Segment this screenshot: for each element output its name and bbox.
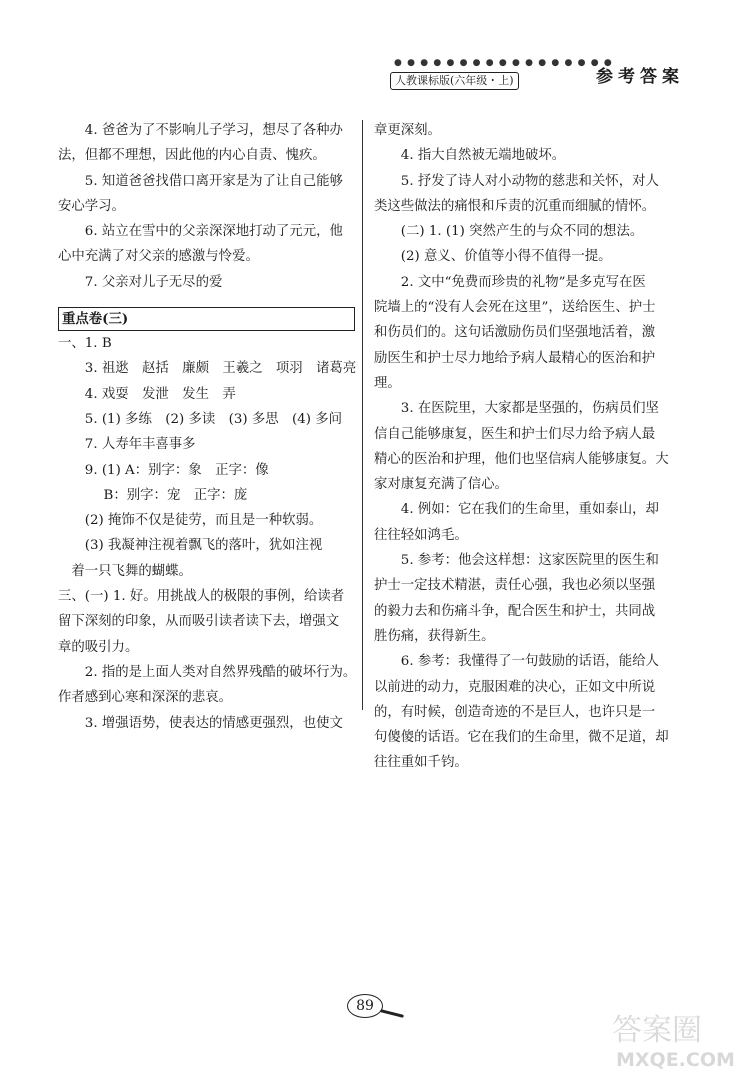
text-line: 4. 例如：它在我们的生命里，重如泰山，却 xyxy=(400,502,659,518)
text-line: 家对康复充满了信心。 xyxy=(374,477,508,493)
text-line: 往往轻如鸿毛。 xyxy=(374,527,468,543)
text-line: 6. 站立在雪中的父亲深深地打动了元元，他 xyxy=(84,224,343,240)
left-column xyxy=(58,118,358,736)
text-line: 7. 人寿年丰喜事多 xyxy=(84,437,196,453)
text-line: 励医生和护士尽力地给予病人最精心的医治和护 xyxy=(374,350,656,366)
section-title: 重点卷(三) xyxy=(58,307,355,331)
text-line: (二) 1. (1) 突然产生的与众不同的想法。 xyxy=(400,224,644,240)
text-line: 3. 在医院里，大家都是坚强的，伤病员们坚 xyxy=(400,401,659,417)
text-line: 一、1. B xyxy=(58,336,112,352)
text-line: 精心的医治和护理，他们也坚信病人能够康复。大 xyxy=(374,451,669,467)
text-line: (2) 意义、价值等小得不值得一提。 xyxy=(400,249,612,265)
text-line: 4. 爸爸为了不影响儿子学习，想尽了各种办 xyxy=(84,123,343,138)
page-title: 参考答案 xyxy=(596,67,684,87)
text-line: 9. (1) A：别字：象 正字：像 xyxy=(84,462,269,478)
header-dots: ● ● ● ● ● ● ● ● ● ● ● ● ● ● ● ● ● xyxy=(394,58,613,68)
magnifier-handle-icon xyxy=(380,1009,404,1018)
text-line: 5. 知道爸爸找借口离开家是为了让自己能够 xyxy=(84,173,343,189)
watermark-url: MXQE.COM xyxy=(616,1049,735,1071)
text-line: B：别字：宠 正字：庞 xyxy=(103,487,248,503)
text-line: 3. 祖逖 赵括 廉颇 王羲之 项羽 诸葛亮 xyxy=(84,361,357,377)
text-line: 着一只飞舞的蝴蝶。 xyxy=(71,563,192,579)
text-line: 法，但都不理想，因此他的内心自责、愧疚。 xyxy=(58,148,326,164)
text-line: 7. 父亲对儿子无尽的爱 xyxy=(84,274,223,290)
watermark-text: 答案圈 xyxy=(612,1013,702,1048)
text-line: 作者感到心寒和深深的悲哀。 xyxy=(58,690,233,706)
text-line: 章更深刻。 xyxy=(374,123,441,138)
text-line: 信自己能够康复，医生和护士们尽力给予病人最 xyxy=(374,426,656,442)
text-line: 章的吸引力。 xyxy=(58,639,139,655)
text-line: 4. 戏耍 发泄 发生 弄 xyxy=(84,386,236,402)
watermark-logo xyxy=(606,1006,746,1072)
text-line: 护士一定技术精湛，责任心强，我也必须以坚强 xyxy=(374,578,656,594)
text-line: 的，有时候，创造奇迹的不是巨人，也许只是一 xyxy=(374,704,656,720)
page-number: 89 xyxy=(347,994,383,1018)
text-line: 3. 增强语势，使表达的情感更强烈，也使文 xyxy=(84,715,343,731)
text-line: 6. 参考：我懂得了一句鼓励的话语，能给人 xyxy=(400,654,659,670)
text-line: 2. 文中“免费而珍贵的礼物”是多克写在医 xyxy=(400,274,646,290)
text-line: 以前进的动力，克服困难的决心，正如文中所说 xyxy=(374,679,656,695)
text-line: 5. 抒发了诗人对小动物的慈悲和关怀，对人 xyxy=(400,173,659,189)
text-line: 往往重如千钧。 xyxy=(374,755,468,771)
text-line: 胜伤痛，获得新生。 xyxy=(374,628,495,644)
page-header xyxy=(388,56,688,92)
text-line: 2. 指的是上面人类对自然界残酷的破坏行为。 xyxy=(84,664,357,680)
text-line: (2) 掩饰不仅是徒劳，而且是一种软弱。 xyxy=(84,513,323,529)
text-line: 的毅力去和伤痛斗争，配合医生和护士，共同战 xyxy=(374,603,656,619)
text-line: 三、(一) 1. 好。用挑战人的极限的事例，给读者 xyxy=(58,589,345,605)
text-line: 和伤员们的。这句话激励伤员们坚强地活着，激 xyxy=(374,325,656,341)
text-line: 安心学习。 xyxy=(58,198,125,214)
text-line: 心中充满了对父亲的感激与怜爱。 xyxy=(58,249,259,265)
text-line: (3) 我凝神注视着飘飞的落叶，犹如注视 xyxy=(84,538,323,554)
text-line: 院墙上的“没有人会死在这里”，送给医生、护士 xyxy=(374,300,656,316)
text-line: 4. 指大自然被无端地破坏。 xyxy=(400,148,566,164)
text-line: 类这些做法的痛恨和斥责的沉重而细腻的情怀。 xyxy=(374,198,656,214)
text-line: 5. (1) 多练 (2) 多读 (3) 多思 (4) 多问 xyxy=(84,411,343,427)
column-divider xyxy=(362,120,363,710)
text-line: 留下深刻的印象，从而吸引读者读下去，增强文 xyxy=(58,614,340,630)
text-line: 句傻傻的话语。它在我们的生命里，微不足道，却 xyxy=(374,730,669,746)
text-line: 理。 xyxy=(374,375,401,391)
text-line: 5. 参考：他会这样想：这家医院里的医生和 xyxy=(400,553,659,569)
edition-label: 人教课标版(六年级・上) xyxy=(390,72,519,90)
right-column xyxy=(374,118,688,776)
